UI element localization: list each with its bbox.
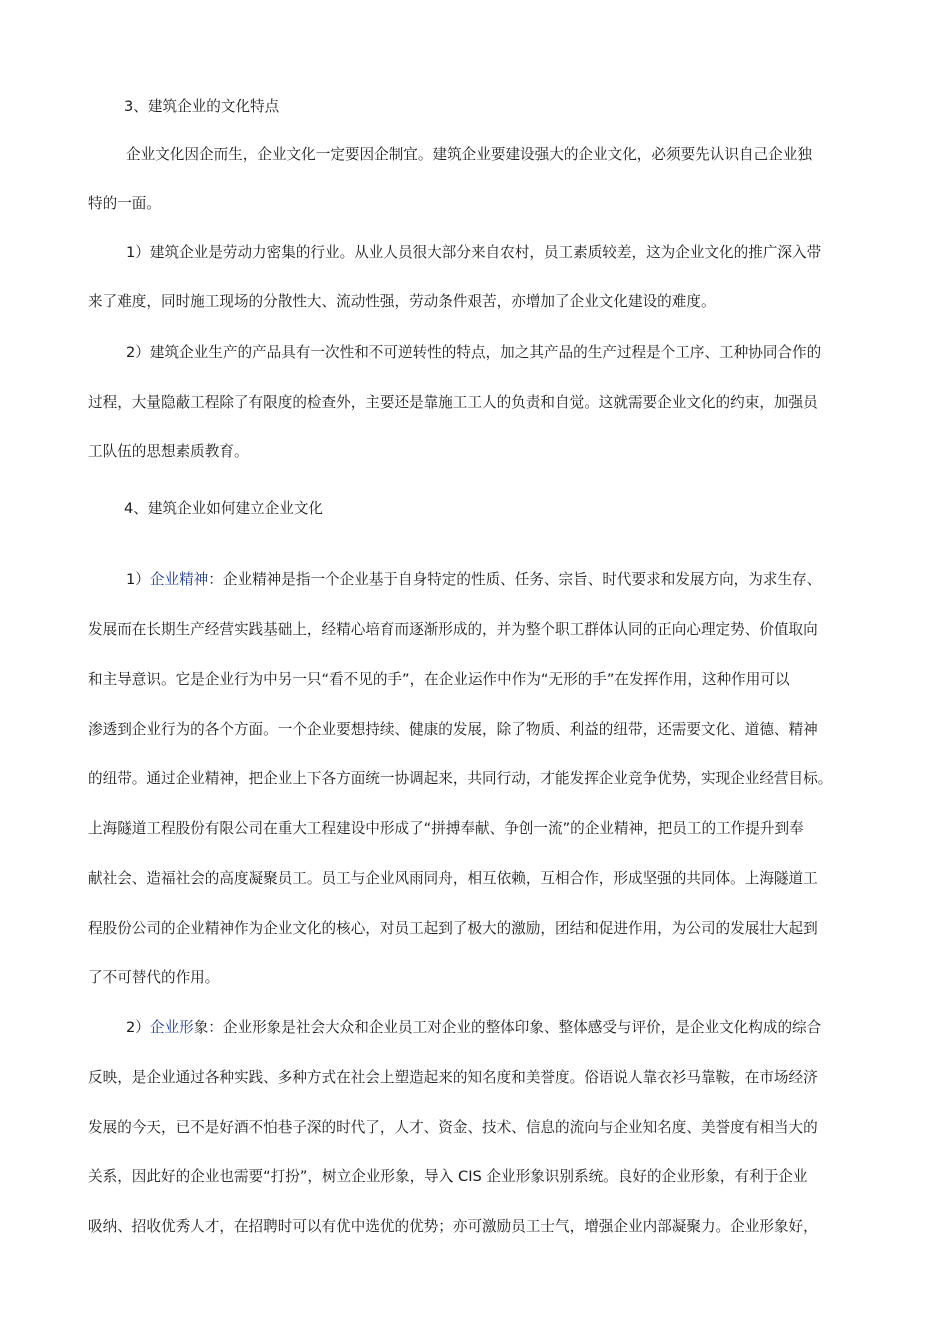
point2-line: 过程，大量隐蔽工程除了有限度的检查外，主要还是靠施工工人的负责和自觉。这就需要企业文化的约束，加强员 xyxy=(88,394,818,411)
spirit-prefix: 1） xyxy=(126,571,150,588)
spirit-first-rest: ：企业精神是指一个企业基于自身特定的性质、任务、宗旨、时代要求和发展方向，为求生存、 xyxy=(208,571,822,588)
image-line: 关系，因此好的企业也需要“打扮”，树立企业形象，导入 CIS 企业形象识别系统。良好的企业形象，有利于企业 xyxy=(88,1168,808,1185)
spirit-line: 上海隧道工程股份有限公司在重大工程建设中形成了“拼搏奉献、争创一流”的企业精神，把员工的工作提升到奉 xyxy=(88,820,804,837)
point2-line: 工队伍的思想素质教育。 xyxy=(88,443,249,460)
image-first-line xyxy=(126,1018,821,1038)
image-line: 反映，是企业通过各种实践、多种方式在社会上塑造起来的知名度和美誉度。俗语说人靠衣衫马靠鞍，在市场经济 xyxy=(88,1069,818,1086)
section3-heading: 3、建筑企业的文化特点 xyxy=(124,98,280,115)
image-line: 吸纳、招收优秀人才，在招聘时可以有优中选优的优势；亦可激励员工士气，增强企业内部凝聚力。企业形象好， xyxy=(88,1218,818,1235)
spirit-line: 程股份公司的企业精神作为企业文化的核心，对员工起到了极大的激励，团结和促进作用，为公司的发展壮大起到 xyxy=(88,920,818,937)
point1-line: 来了难度，同时施工现场的分散性大、流动性强，劳动条件艰苦，亦增加了企业文化建设的难度。 xyxy=(88,293,716,310)
spirit-term: 企业精神 xyxy=(149,571,209,588)
spirit-line: 渗透到企业行为的各个方面。一个企业要想持续、健康的发展，除了物质、利益的纽带，还需要文化、道德、精神 xyxy=(88,721,818,738)
spirit-line: 献社会、造福社会的高度凝聚员工。员工与企业风雨同舟，相互依赖，互相合作，形成坚强的共同体。上海隧道工 xyxy=(88,870,818,887)
spirit-first-line xyxy=(126,570,821,590)
intro-line: 企业文化因企而生，企业文化一定要因企制宜。建筑企业要建设强大的企业文化，必须要先认识自己企业独 xyxy=(126,146,812,163)
image-first-rest: 象：企业形象是社会大众和企业员工对企业的整体印象、整体感受与评价，是企业文化构成的综合 xyxy=(193,1019,822,1036)
spirit-line: 和主导意识。它是企业行为中另一只“看不见的手”，在企业运作中作为“无形的手”在发挥作用，这种作用可以 xyxy=(88,671,790,688)
image-term: 企业形 xyxy=(149,1019,194,1036)
section4-heading: 4、建筑企业如何建立企业文化 xyxy=(124,500,324,517)
intro-line: 特的一面。 xyxy=(88,195,161,212)
spirit-line: 发展而在长期生产经营实践基础上，经精心培育而逐渐形成的，并为整个职工群体认同的正向心理定势、价值取向 xyxy=(88,621,818,638)
image-line: 发展的今天，已不是好酒不怕巷子深的时代了，人才、资金、技术、信息的流向与企业知名度、美誉度有相当大的 xyxy=(88,1119,818,1136)
point1-line: 1）建筑企业是劳动力密集的行业。从业人员很大部分来自农村，员工素质较差，这为企业文化的推广深入带 xyxy=(126,244,822,261)
point2-line: 2）建筑企业生产的产品具有一次性和不可逆转性的特点，加之其产品的生产过程是个工序、工种协同合作的 xyxy=(126,344,822,361)
image-prefix: 2） xyxy=(126,1019,150,1036)
spirit-line: 的纽带。通过企业精神，把企业上下各方面统一协调起来，共同行动，才能发挥企业竞争优势，实现企业经营目标。 xyxy=(88,770,833,787)
spirit-line: 了不可替代的作用。 xyxy=(88,969,220,986)
